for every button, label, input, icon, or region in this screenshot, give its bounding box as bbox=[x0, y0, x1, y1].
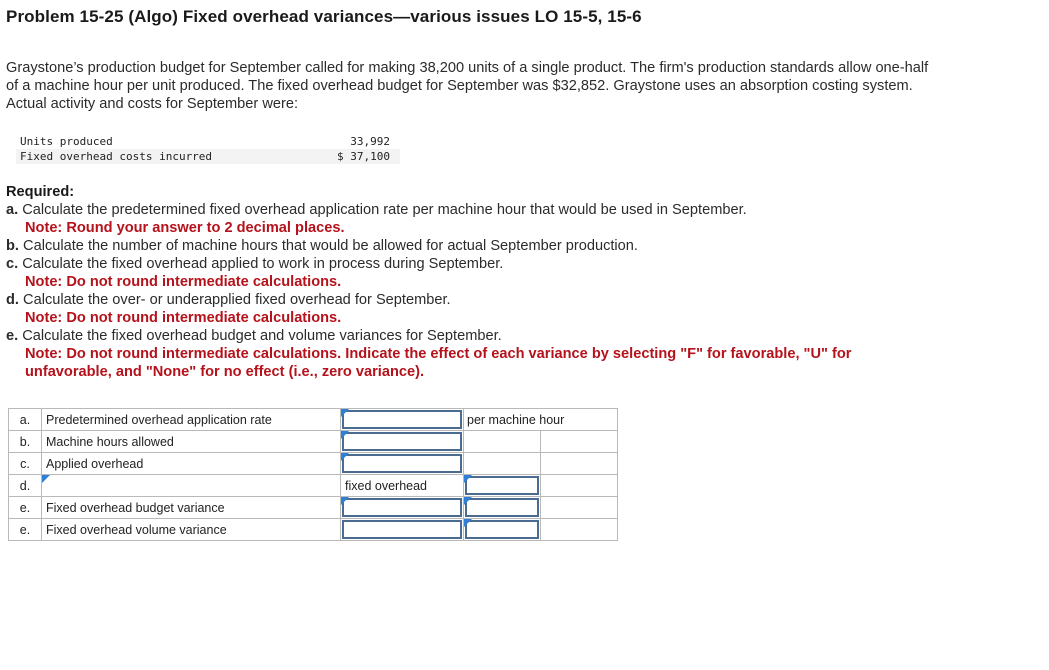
empty-cell bbox=[541, 519, 618, 541]
empty-cell bbox=[541, 497, 618, 519]
empty-cell bbox=[541, 453, 618, 475]
machine-hours-input[interactable] bbox=[342, 432, 462, 451]
required-letter: a. bbox=[6, 202, 19, 218]
over-under-amount-input[interactable] bbox=[465, 476, 539, 495]
row-label: Applied overhead bbox=[42, 453, 341, 475]
table-row bbox=[9, 475, 618, 497]
row-letter: e. bbox=[9, 497, 42, 519]
input-flag-icon bbox=[341, 409, 349, 417]
volume-variance-input[interactable] bbox=[342, 520, 462, 539]
required-letter: b. bbox=[6, 238, 19, 254]
table-row bbox=[16, 134, 400, 149]
required-note-a: Note: Round your answer to 2 decimal places. bbox=[25, 220, 345, 236]
fixed-overhead-incurred-label: Fixed overhead costs incurred bbox=[16, 149, 324, 164]
volume-variance-effect-select[interactable] bbox=[465, 520, 539, 539]
table-row bbox=[9, 497, 618, 519]
required-text: Calculate the predetermined fixed overhead application rate per machine hour that would be used in September. bbox=[22, 202, 747, 218]
answer-table bbox=[8, 408, 618, 541]
row-label: Fixed overhead budget variance bbox=[42, 497, 341, 519]
budget-variance-effect-cell[interactable] bbox=[464, 497, 541, 519]
budget-variance-input-cell[interactable] bbox=[341, 497, 464, 519]
empty-cell bbox=[464, 431, 541, 453]
given-data-table bbox=[16, 134, 400, 164]
required-item-c bbox=[6, 255, 1006, 273]
required-letter: e. bbox=[6, 328, 19, 344]
input-flag-icon bbox=[464, 475, 472, 483]
dropdown-flag-icon bbox=[464, 519, 472, 527]
input-flag-icon bbox=[341, 431, 349, 439]
row-letter: a. bbox=[9, 409, 42, 431]
row-letter: b. bbox=[9, 431, 42, 453]
empty-cell bbox=[541, 475, 618, 497]
fixed-overhead-unit-cell bbox=[341, 475, 464, 497]
budget-variance-input[interactable] bbox=[342, 498, 462, 517]
required-item-a bbox=[6, 201, 1006, 219]
required-note-d: Note: Do not round intermediate calculations. bbox=[25, 310, 342, 326]
required-text: Calculate the fixed overhead budget and volume variances for September. bbox=[22, 328, 502, 344]
fixed-overhead-incurred-value: $ 37,100 bbox=[324, 149, 400, 164]
table-row bbox=[9, 453, 618, 475]
row-label: Machine hours allowed bbox=[42, 431, 341, 453]
applied-overhead-input[interactable] bbox=[342, 454, 462, 473]
table-row bbox=[9, 519, 618, 541]
row-letter: e. bbox=[9, 519, 42, 541]
row-label: Predetermined overhead application rate bbox=[42, 409, 341, 431]
required-note-e: Note: Do not round intermediate calculations. Indicate the effect of each variance by selecting "F" for favorable, "U" for unfavorable, and "None" for no effect (i.e., zero variance). bbox=[25, 346, 852, 380]
machine-hours-input-cell[interactable] bbox=[341, 431, 464, 453]
dropdown-flag-icon bbox=[464, 497, 472, 505]
volume-variance-input-cell[interactable] bbox=[341, 519, 464, 541]
over-under-dropdown-cell[interactable] bbox=[42, 475, 341, 497]
required-note-c: Note: Do not round intermediate calculations. bbox=[25, 274, 342, 290]
required-text: Calculate the fixed overhead applied to work in process during September. bbox=[22, 256, 504, 272]
dropdown-flag-icon bbox=[42, 475, 50, 483]
table-row bbox=[9, 431, 618, 453]
row-label: Fixed overhead volume variance bbox=[42, 519, 341, 541]
row-letter: d. bbox=[9, 475, 42, 497]
required-heading: Required: bbox=[6, 184, 75, 200]
required-letter: c. bbox=[6, 256, 19, 272]
applied-overhead-input-cell[interactable] bbox=[341, 453, 464, 475]
over-under-select[interactable] bbox=[46, 475, 340, 496]
required-letter: d. bbox=[6, 292, 19, 308]
table-row bbox=[16, 149, 400, 164]
fixed-overhead-unit-label: fixed overhead bbox=[345, 478, 428, 493]
required-text: Calculate the number of machine hours that would be allowed for actual September production. bbox=[23, 238, 638, 254]
over-under-amount-input-cell[interactable] bbox=[464, 475, 541, 497]
budget-variance-effect-select[interactable] bbox=[465, 498, 539, 517]
required-item-d bbox=[6, 291, 1006, 309]
empty-cell bbox=[464, 453, 541, 475]
required-text: Calculate the over- or underapplied fixed overhead for September. bbox=[23, 292, 451, 308]
required-item-e bbox=[6, 327, 1006, 345]
table-row bbox=[9, 409, 618, 431]
volume-variance-effect-cell[interactable] bbox=[464, 519, 541, 541]
required-item-b bbox=[6, 237, 1006, 255]
rate-unit-label: per machine hour bbox=[464, 409, 618, 431]
input-flag-icon bbox=[341, 453, 349, 461]
problem-title: Problem 15-25 (Algo) Fixed overhead variances—various issues LO 15-5, 15-6 bbox=[6, 7, 642, 26]
required-section bbox=[6, 183, 1006, 381]
problem-intro: Graystone’s production budget for September called for making 38,200 units of a single product. The firm's production standards allow one-half of a machine hour per unit produced. The fixed overhead budget for September was $32,852. Graystone uses an absorption costing system. Actual activity and costs for September were: bbox=[6, 60, 929, 112]
rate-input[interactable] bbox=[342, 410, 462, 429]
units-produced-label: Units produced bbox=[20, 135, 113, 148]
rate-input-cell[interactable] bbox=[341, 409, 464, 431]
units-produced-value: 33,992 bbox=[350, 135, 390, 148]
input-flag-icon bbox=[341, 497, 349, 505]
row-letter: c. bbox=[9, 453, 42, 475]
empty-cell bbox=[541, 431, 618, 453]
